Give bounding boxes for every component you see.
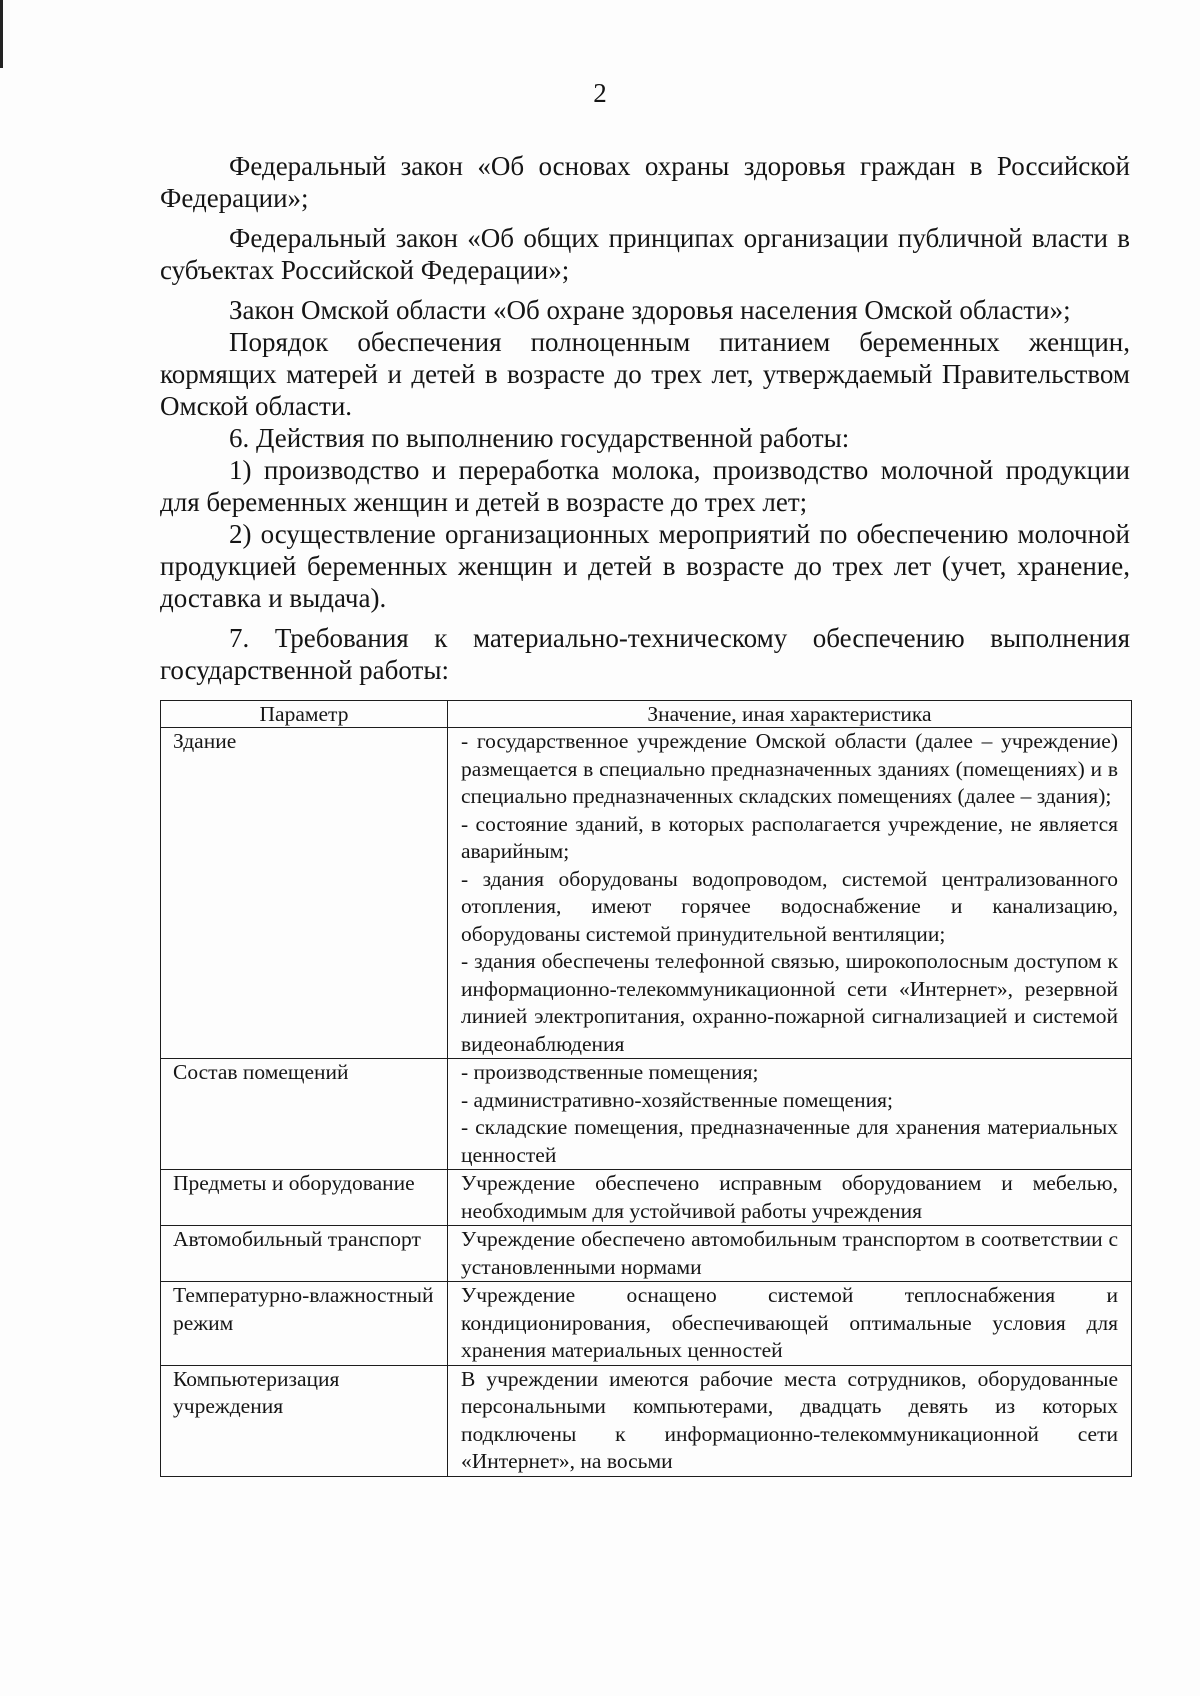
paragraph: Федеральный закон «Об общих принципах организации публичной власти в субъектах Российской Федерации»; xyxy=(160,223,1130,285)
page-number: 2 xyxy=(593,78,607,108)
param-cell: Предметы и оборудование xyxy=(161,1170,448,1226)
param-cell: Компьютеризация учреждения xyxy=(161,1365,448,1476)
value-cell xyxy=(448,1059,1132,1170)
paragraph: Порядок обеспечения полноценным питанием беременных женщин, кормящих матерей и детей в возрасте до трех лет, утверждаемый Правительством Омской области. xyxy=(160,327,1130,421)
value-line: - административно-хозяйственные помещения; xyxy=(461,1087,893,1112)
value-cell xyxy=(448,1170,1132,1226)
value-line: Учреждение оснащено системой теплоснабжения и кондиционирования, обеспечивающей оптимальные условия для хранения материальных ценностей xyxy=(461,1283,1118,1362)
value-line: В учреждении имеются рабочие места сотрудников, оборудованные персональными компьютерами, двадцать девять из которых подключены к информационно-телекоммуникационной сети «Интернет», на восьми xyxy=(461,1366,1118,1473)
value-line: Учреждение обеспечено автомобильным транспортом в соответствии с установленными нормами xyxy=(461,1227,1118,1279)
table-row xyxy=(161,1059,1132,1170)
requirements-table xyxy=(160,700,1132,1477)
value-cell xyxy=(448,1226,1132,1282)
list-item: 1) производство и переработка молока, производство молочной продукции для беременных женщин и детей в возрасте до трех лет; xyxy=(160,455,1130,517)
section-heading-6: 6. Действия по выполнению государственной работы: xyxy=(229,423,850,453)
table-row xyxy=(161,1170,1132,1226)
param-cell: Автомобильный транспорт xyxy=(161,1226,448,1282)
table-header-row xyxy=(161,701,1132,728)
value-line: - состояние зданий, в которых располагается учреждение, не является аварийным; xyxy=(461,811,1118,863)
table-row xyxy=(161,1282,1132,1366)
value-line: - производственные помещения; xyxy=(461,1060,759,1084)
value-line: - здания оборудованы водопроводом, системой централизованного отопления, имеют горячее водоснабжение и канализацию, оборудованы системой принудительной вентиляции; xyxy=(461,866,1118,946)
table-row xyxy=(161,1226,1132,1282)
value-cell xyxy=(448,1365,1132,1476)
table-row xyxy=(161,1365,1132,1476)
list-item: 2) осуществление организационных мероприятий по обеспечению молочной продукцией беременных женщин и детей в возрасте до трех лет (учет, хранение, доставка и выдача). xyxy=(160,519,1130,613)
document-body xyxy=(160,150,1130,686)
value-cell xyxy=(448,728,1132,1059)
column-header-parameter: Параметр xyxy=(161,701,448,728)
paragraph: Федеральный закон «Об основах охраны здоровья граждан в Российской Федерации»; xyxy=(160,151,1130,213)
param-cell: Температурно-влажностный режим xyxy=(161,1282,448,1366)
param-cell: Здание xyxy=(161,728,448,1059)
scan-edge-mark xyxy=(0,0,3,68)
table-row xyxy=(161,728,1132,1059)
column-header-value: Значение, иная характеристика xyxy=(448,701,1132,728)
section-heading-7: 7. Требования к материально-техническому обеспечению выполнения государственной работы: xyxy=(160,623,1130,685)
value-line: - складские помещения, предназначенные для хранения материальных ценностей xyxy=(461,1115,1118,1167)
value-line: - здания обеспечены телефонной связью, широкополосным доступом к информационно-телекоммуникационной сети «Интернет», резервной линией электропитания, охранно-пожарной сигнализацией и системой видеонаблюдения xyxy=(461,949,1118,1056)
paragraph: Закон Омской области «Об охране здоровья населения Омской области»; xyxy=(229,295,1071,325)
value-line: Учреждение обеспечено исправным оборудованием и мебелью, необходимым для устойчивой работы учреждения xyxy=(461,1171,1118,1223)
value-cell xyxy=(448,1282,1132,1366)
value-line: - государственное учреждение Омской области (далее – учреждение) размещается в специально предназначенных зданиях (помещениях) и в специально предназначенных складских помещениях (далее – здания); xyxy=(461,729,1118,808)
param-cell: Состав помещений xyxy=(161,1059,448,1170)
